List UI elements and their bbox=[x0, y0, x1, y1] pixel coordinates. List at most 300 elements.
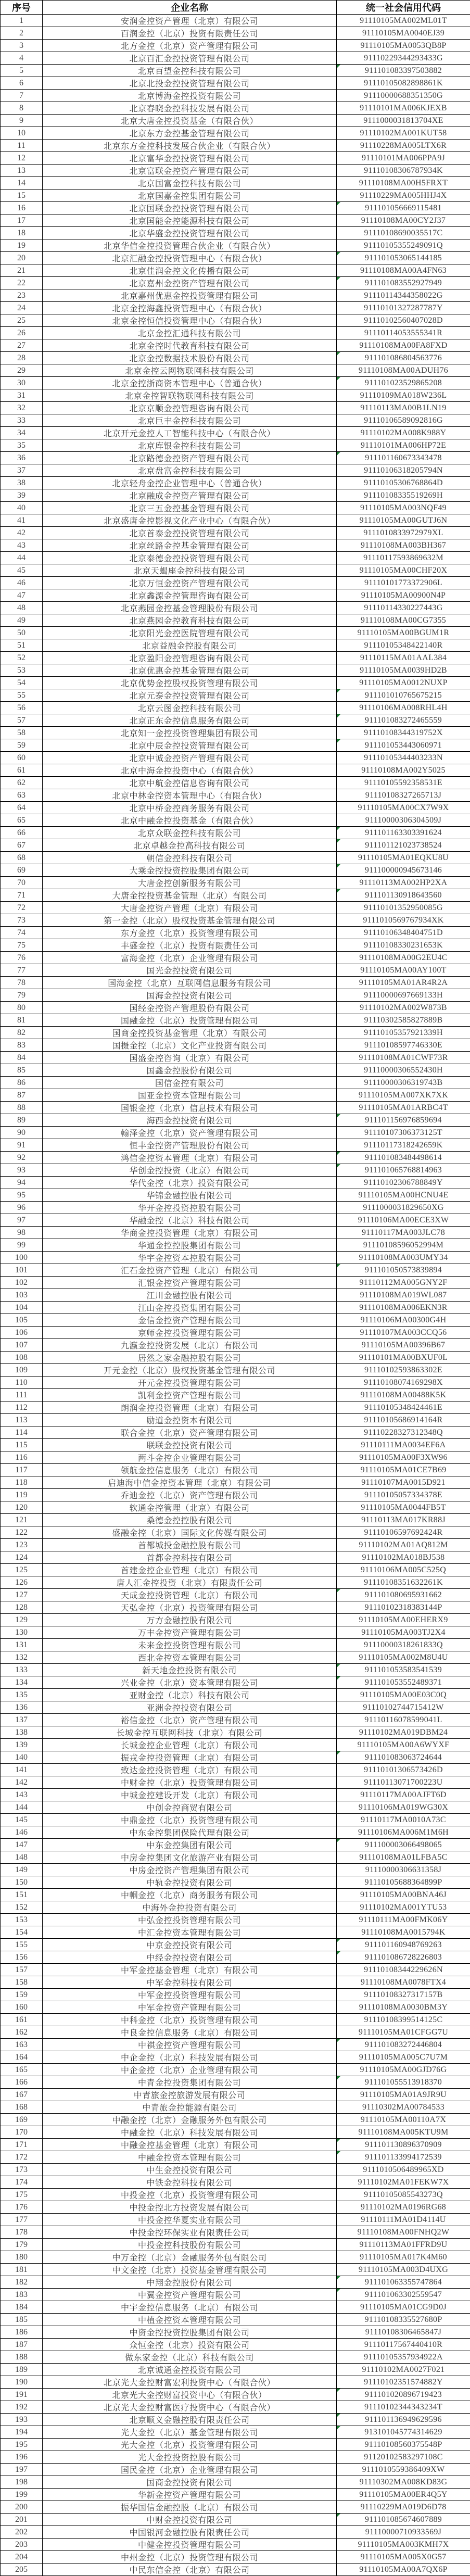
credit-code-cell[interactable]: 91110101352950085G bbox=[337, 902, 470, 914]
company-name-cell[interactable]: 中投金控环保实业有限责任公司 bbox=[43, 2226, 337, 2239]
serial-number-cell[interactable]: 201 bbox=[1, 2514, 43, 2526]
serial-number-cell[interactable]: 120 bbox=[1, 1501, 43, 1514]
serial-number-cell[interactable]: 95 bbox=[1, 1189, 43, 1202]
serial-number-cell[interactable]: 5 bbox=[1, 65, 43, 77]
credit-code-cell[interactable]: 91110108MA019WL087 bbox=[337, 1289, 470, 1302]
company-name-cell[interactable]: 北京中桥金控商务服务有限公司 bbox=[43, 802, 337, 814]
credit-code-cell[interactable]: 91110108MA0030BM3Y bbox=[337, 2001, 470, 2014]
credit-code-cell[interactable]: 91110105MA005X0G57 bbox=[337, 2551, 470, 2564]
company-name-cell[interactable]: 鸿信金控资本管理（北京）有限公司 bbox=[43, 1152, 337, 1164]
credit-code-cell[interactable]: 91110102MA01AQ812M bbox=[337, 1539, 470, 1551]
serial-number-cell[interactable]: 144 bbox=[1, 1801, 43, 1814]
credit-code-cell[interactable]: 911101160948769263 bbox=[337, 1939, 470, 1951]
company-name-cell[interactable]: 致达金控投资管理（北京）有限公司 bbox=[43, 1764, 337, 1776]
credit-code-cell[interactable]: 91110102MA002W873B bbox=[337, 1002, 470, 1014]
company-name-cell[interactable]: 中投金控科技股份有限公司 bbox=[43, 2239, 337, 2251]
company-name-cell[interactable]: 九瀛金控投资发展（北京）有限公司 bbox=[43, 1339, 337, 1352]
company-name-cell[interactable]: 中鼎金控（北京）投资管理有限公司 bbox=[43, 1814, 337, 1826]
serial-number-cell[interactable]: 178 bbox=[1, 2226, 43, 2239]
credit-code-cell[interactable]: 91110105085543273Q bbox=[337, 2189, 470, 2201]
company-name-cell[interactable]: 中铁金控科技有限公司 bbox=[43, 2176, 337, 2189]
credit-code-cell[interactable]: 91110108335519269H bbox=[337, 489, 470, 502]
serial-number-cell[interactable]: 12 bbox=[1, 152, 43, 165]
credit-code-cell[interactable]: 91110105MA01CFGG7U bbox=[337, 2026, 470, 2039]
company-name-cell[interactable]: 华锦金融控股有限公司 bbox=[43, 1189, 337, 1202]
company-name-cell[interactable]: 北京京顺金控管理咨询有限公司 bbox=[43, 402, 337, 414]
serial-number-cell[interactable]: 21 bbox=[1, 264, 43, 277]
serial-number-cell[interactable]: 36 bbox=[1, 452, 43, 464]
credit-code-cell[interactable]: 91110108MA002Y5025 bbox=[337, 764, 470, 777]
company-name-cell[interactable]: 北京诚通金控投资有限公司 bbox=[43, 2364, 337, 2376]
company-name-cell[interactable]: 中京金控投资有限公司 bbox=[43, 1939, 337, 1951]
serial-number-cell[interactable]: 179 bbox=[1, 2239, 43, 2251]
credit-code-cell[interactable]: 91110108351632261K bbox=[337, 1576, 470, 1589]
credit-code-cell[interactable]: 91110105MA00EHERX9 bbox=[337, 1614, 470, 1626]
serial-number-cell[interactable]: 164 bbox=[1, 2051, 43, 2064]
serial-number-cell[interactable]: 186 bbox=[1, 2326, 43, 2339]
credit-code-cell[interactable]: 91110108MA0015794K bbox=[337, 1926, 470, 1939]
serial-number-cell[interactable]: 35 bbox=[1, 439, 43, 452]
serial-number-cell[interactable]: 86 bbox=[1, 1077, 43, 1089]
serial-number-cell[interactable]: 166 bbox=[1, 2076, 43, 2089]
credit-code-cell[interactable]: 91110105MA0039HD2B bbox=[337, 664, 470, 677]
company-name-cell[interactable]: 国经金控资产管理股份有限公司 bbox=[43, 1002, 337, 1014]
company-name-cell[interactable]: 北京富华金控投资管理有限公司 bbox=[43, 152, 337, 165]
serial-number-cell[interactable]: 55 bbox=[1, 689, 43, 702]
company-name-cell[interactable]: 开元金控（北京）股权投资基金管理有限公司 bbox=[43, 1364, 337, 1377]
credit-code-cell[interactable]: 91110113MA01FFRD9U bbox=[337, 2239, 470, 2251]
company-name-cell[interactable]: 北京盛唐金控影视文化产业中心（有限合伙） bbox=[43, 514, 337, 527]
company-name-cell[interactable]: 国盛金控咨询（北京）有限公司 bbox=[43, 1052, 337, 1064]
credit-code-cell[interactable]: 911101130896370909 bbox=[337, 2139, 470, 2151]
serial-number-cell[interactable]: 45 bbox=[1, 564, 43, 577]
serial-number-cell[interactable]: 132 bbox=[1, 1651, 43, 1664]
serial-number-cell[interactable]: 204 bbox=[1, 2551, 43, 2564]
company-name-cell[interactable]: 华宇金控资本控股有限公司 bbox=[43, 1252, 337, 1264]
serial-number-cell[interactable]: 3 bbox=[1, 40, 43, 52]
serial-number-cell[interactable]: 104 bbox=[1, 1302, 43, 1314]
credit-code-cell[interactable]: 911101010765675215 bbox=[337, 689, 470, 702]
serial-number-cell[interactable]: 41 bbox=[1, 514, 43, 527]
serial-number-cell[interactable]: 160 bbox=[1, 2001, 43, 2014]
serial-number-cell[interactable]: 156 bbox=[1, 1951, 43, 1964]
serial-number-cell[interactable]: 163 bbox=[1, 2039, 43, 2051]
serial-number-cell[interactable]: 162 bbox=[1, 2026, 43, 2039]
credit-code-cell[interactable]: 91110102351574882Y bbox=[337, 2376, 470, 2389]
serial-number-cell[interactable]: 52 bbox=[1, 652, 43, 664]
serial-number-cell[interactable]: 170 bbox=[1, 2126, 43, 2139]
company-name-cell[interactable]: 中良金控信息服务（北京）有限公司 bbox=[43, 2026, 337, 2039]
company-name-cell[interactable]: 北京百望金控科技有限公司 bbox=[43, 65, 337, 77]
serial-number-cell[interactable]: 151 bbox=[1, 1889, 43, 1901]
company-name-cell[interactable]: 北京春晓金控科技发展有限公司 bbox=[43, 102, 337, 115]
credit-code-cell[interactable]: 91110113MA00B1LN19 bbox=[337, 402, 470, 414]
credit-code-cell[interactable]: 911101020896719423 bbox=[337, 2389, 470, 2401]
company-name-cell[interactable]: 首都城投金融控股有限公司 bbox=[43, 1539, 337, 1551]
serial-number-cell[interactable]: 113 bbox=[1, 1414, 43, 1426]
company-name-cell[interactable]: 中州金控（北京）投资管理有限公司 bbox=[43, 2551, 337, 2564]
serial-number-cell[interactable]: 175 bbox=[1, 2189, 43, 2201]
credit-code-cell[interactable]: 911101083397503882 bbox=[337, 65, 470, 77]
serial-number-cell[interactable]: 158 bbox=[1, 1976, 43, 1989]
credit-code-cell[interactable]: 91110105MA0044FB5T bbox=[337, 1501, 470, 1514]
credit-code-cell[interactable]: 91110108MA006EKN3R bbox=[337, 1302, 470, 1314]
company-name-cell[interactable]: 北京中航金控信息咨询有限公司 bbox=[43, 777, 337, 789]
company-name-cell[interactable]: 北京北投金控投资管理有限公司 bbox=[43, 77, 337, 90]
company-name-cell[interactable]: 大乘金控投资控股集团有限公司 bbox=[43, 864, 337, 877]
credit-code-cell[interactable]: 91110105MA0012NUXP bbox=[337, 677, 470, 689]
serial-number-cell[interactable]: 126 bbox=[1, 1576, 43, 1589]
credit-code-cell[interactable]: 91110111MA00FMK06Y bbox=[337, 1914, 470, 1926]
serial-number-cell[interactable]: 17 bbox=[1, 214, 43, 227]
serial-number-cell[interactable]: 200 bbox=[1, 2501, 43, 2514]
credit-code-cell[interactable]: 91110108306465847J bbox=[337, 2326, 470, 2339]
credit-code-cell[interactable]: 91110109MA018W236L bbox=[337, 389, 470, 402]
credit-code-cell[interactable]: 91110106318205794N bbox=[337, 464, 470, 477]
credit-code-cell[interactable]: 91110108335527680P bbox=[337, 2314, 470, 2326]
serial-number-cell[interactable]: 127 bbox=[1, 1589, 43, 1601]
credit-code-cell[interactable]: 91110105MA003TJ2X4 bbox=[337, 1626, 470, 1639]
credit-code-cell[interactable]: 911101080695931662 bbox=[337, 1589, 470, 1601]
credit-code-cell[interactable]: 91110105MA003D4UXG bbox=[337, 2264, 470, 2276]
serial-number-cell[interactable]: 119 bbox=[1, 1489, 43, 1501]
credit-code-cell[interactable]: 911101163303391624 bbox=[337, 827, 470, 839]
serial-number-cell[interactable]: 50 bbox=[1, 627, 43, 639]
company-name-cell[interactable]: 大唐金控创新服务有限公司 bbox=[43, 877, 337, 889]
credit-code-cell[interactable]: 91110108MA005KTU9M bbox=[337, 2126, 470, 2139]
credit-code-cell[interactable]: 91110117318242659K bbox=[337, 1139, 470, 1152]
company-name-cell[interactable]: 中青旅金控旅游发展有限公司 bbox=[43, 2089, 337, 2101]
serial-number-cell[interactable]: 62 bbox=[1, 777, 43, 789]
serial-number-cell[interactable]: 139 bbox=[1, 1739, 43, 1751]
company-name-cell[interactable]: 第一金控（北京）股权投资基金管理有限公司 bbox=[43, 914, 337, 927]
serial-number-cell[interactable]: 66 bbox=[1, 827, 43, 839]
credit-code-cell[interactable]: 91110101MA006PPA9J bbox=[337, 152, 470, 165]
company-name-cell[interactable]: 唐人汇金控投资（北京）有限责任公司 bbox=[43, 1576, 337, 1589]
company-name-cell[interactable]: 中民东信金控（北京）有限公司 bbox=[43, 2564, 337, 2576]
company-name-cell[interactable]: 北京轻舟金控企业管理中心（普通合伙） bbox=[43, 477, 337, 489]
company-name-cell[interactable]: 中东金控集团保险代理有限公司 bbox=[43, 1826, 337, 1839]
company-name-cell[interactable]: 江山金控投资集团有限公司 bbox=[43, 1302, 337, 1314]
company-name-cell[interactable]: 光大金控投资控股有限公司 bbox=[43, 2451, 337, 2464]
credit-code-cell[interactable]: 911101086804563776 bbox=[337, 352, 470, 364]
credit-code-cell[interactable]: 91110105MA01EQKU8U bbox=[337, 852, 470, 864]
serial-number-cell[interactable]: 27 bbox=[1, 339, 43, 352]
serial-number-cell[interactable]: 18 bbox=[1, 227, 43, 239]
credit-code-cell[interactable]: 91110102593863302E bbox=[337, 1364, 470, 1377]
credit-code-cell[interactable]: 9111000031829650XG bbox=[337, 1202, 470, 1214]
company-name-cell[interactable]: 汇银金控资产管理有限公司 bbox=[43, 1277, 337, 1289]
serial-number-cell[interactable]: 87 bbox=[1, 1089, 43, 1102]
credit-code-cell[interactable]: 91110106MA006M1M6H bbox=[337, 1826, 470, 1839]
credit-code-cell[interactable]: 91120102583297108C bbox=[337, 2451, 470, 2464]
serial-number-cell[interactable]: 28 bbox=[1, 352, 43, 364]
company-name-cell[interactable]: 北京国富金控科技有限公司 bbox=[43, 177, 337, 190]
company-name-cell[interactable]: 北京中诚金控资产管理有限公司 bbox=[43, 752, 337, 764]
company-name-cell[interactable]: 中弘金控投资管理有限公司 bbox=[43, 1914, 337, 1926]
company-name-cell[interactable]: 北京丝路金控基金管理有限公司 bbox=[43, 539, 337, 552]
company-name-cell[interactable]: 富海金控（北京）企业管理有限公司 bbox=[43, 952, 337, 964]
serial-number-cell[interactable]: 1 bbox=[1, 15, 43, 27]
credit-code-cell[interactable]: 91110111MA01D4114U bbox=[337, 2214, 470, 2226]
company-name-cell[interactable]: 北京正东金控信息服务有限公司 bbox=[43, 714, 337, 727]
serial-number-cell[interactable]: 153 bbox=[1, 1914, 43, 1926]
company-name-cell[interactable]: 未来金控投资管理有限公司 bbox=[43, 1639, 337, 1651]
credit-code-cell[interactable]: 91110108327317157B bbox=[337, 1989, 470, 2001]
company-name-cell[interactable]: 中翼金控资产管理有限公司 bbox=[43, 2289, 337, 2301]
company-name-cell[interactable]: 北京金控恒信投资管理中心（有限合伙） bbox=[43, 314, 337, 327]
credit-code-cell[interactable]: 91110106589092816G bbox=[337, 414, 470, 427]
credit-code-cell[interactable]: 91110108MA00H5FRXT bbox=[337, 177, 470, 190]
serial-number-cell[interactable]: 34 bbox=[1, 427, 43, 439]
credit-code-cell[interactable]: 91110302MA008KD83G bbox=[337, 2476, 470, 2489]
company-name-cell[interactable]: 中军金控基金管理（北京）有限公司 bbox=[43, 1964, 337, 1976]
serial-number-cell[interactable]: 54 bbox=[1, 677, 43, 689]
serial-number-cell[interactable]: 99 bbox=[1, 1239, 43, 1252]
company-name-cell[interactable]: 国鑫金控股份有限公司 bbox=[43, 1064, 337, 1077]
serial-number-cell[interactable]: 147 bbox=[1, 1839, 43, 1851]
serial-number-cell[interactable]: 157 bbox=[1, 1964, 43, 1976]
company-name-cell[interactable]: 光大金控（北京）投资管理有限公司 bbox=[43, 2439, 337, 2451]
company-name-cell[interactable]: 北京万恒金控资产管理有限公司 bbox=[43, 577, 337, 589]
company-name-cell[interactable]: 北京光大金控财富宏利投资中心（有限合伙） bbox=[43, 2376, 337, 2389]
serial-number-cell[interactable]: 4 bbox=[1, 52, 43, 65]
company-name-cell[interactable]: 中祺金控资产管理有限公司 bbox=[43, 2039, 337, 2051]
company-name-cell[interactable]: 北京中融金控投资基金（有限合伙） bbox=[43, 814, 337, 827]
credit-code-cell[interactable]: 91110105MA01AR4R2A bbox=[337, 977, 470, 989]
company-name-cell[interactable]: 国民金控（北京）企业管理有限公司 bbox=[43, 2464, 337, 2476]
serial-number-cell[interactable]: 165 bbox=[1, 2064, 43, 2076]
company-name-cell[interactable]: 北方金控（北京）资产管理有限公司 bbox=[43, 40, 337, 52]
serial-number-cell[interactable]: 123 bbox=[1, 1539, 43, 1551]
company-name-cell[interactable]: 北京路德金控资产管理有限公司 bbox=[43, 452, 337, 464]
credit-code-cell[interactable]: 911101160673343478 bbox=[337, 452, 470, 464]
company-name-cell[interactable]: 北京库银金控科技有限公司 bbox=[43, 439, 337, 452]
credit-code-cell[interactable]: 911101083272465559 bbox=[337, 714, 470, 727]
credit-code-cell[interactable]: 91110117593869632M bbox=[337, 552, 470, 564]
credit-code-cell[interactable]: 911101133994172539 bbox=[337, 2151, 470, 2164]
serial-number-cell[interactable]: 76 bbox=[1, 952, 43, 964]
company-name-cell[interactable]: 中国银河金融控股有限责任公司 bbox=[43, 2526, 337, 2539]
company-name-cell[interactable]: 北京东方金控科技发展合伙企业（有限合伙） bbox=[43, 140, 337, 152]
company-name-cell[interactable]: 北京金控海鑫投资管理中心（有限合伙） bbox=[43, 302, 337, 314]
serial-number-cell[interactable]: 111 bbox=[1, 1389, 43, 1401]
company-name-cell[interactable]: 做东家金控（北京）科技有限公司 bbox=[43, 2351, 337, 2364]
company-name-cell[interactable]: 中企金控（北京）企业管理有限公司 bbox=[43, 2064, 337, 2076]
serial-number-cell[interactable]: 117 bbox=[1, 1464, 43, 1476]
company-name-cell[interactable]: 北京卓越金控高科技有限公司 bbox=[43, 839, 337, 852]
credit-code-cell[interactable]: 91110102MA008K988Y bbox=[337, 427, 470, 439]
serial-number-cell[interactable]: 89 bbox=[1, 1114, 43, 1127]
serial-number-cell[interactable]: 83 bbox=[1, 1039, 43, 1052]
serial-number-cell[interactable]: 22 bbox=[1, 277, 43, 289]
company-name-cell[interactable]: 北京佳润金控文化传播有限公司 bbox=[43, 264, 337, 277]
company-name-cell[interactable]: 长城金控互联网科技（北京）有限公司 bbox=[43, 1726, 337, 1739]
credit-code-cell[interactable]: 91110102344343234T bbox=[337, 2401, 470, 2414]
serial-number-cell[interactable]: 68 bbox=[1, 852, 43, 864]
serial-number-cell[interactable]: 75 bbox=[1, 939, 43, 952]
company-name-cell[interactable]: 北京百汇金控投资管理有限公司 bbox=[43, 52, 337, 65]
company-name-cell[interactable]: 北京金控数据技术股份有限公司 bbox=[43, 352, 337, 364]
company-name-cell[interactable]: 中融金控资本管理有限公司 bbox=[43, 2151, 337, 2164]
serial-number-cell[interactable]: 79 bbox=[1, 989, 43, 1002]
company-name-cell[interactable]: 领航金控信息服务（北京）有限公司 bbox=[43, 1464, 337, 1476]
company-name-cell[interactable]: 长城金控企业管理（北京）有限公司 bbox=[43, 1739, 337, 1751]
company-name-cell[interactable]: 中融金控基金管理（北京）有限公司 bbox=[43, 2139, 337, 2151]
credit-code-cell[interactable]: 911101053552489371 bbox=[337, 1676, 470, 1689]
credit-code-cell[interactable]: 911101083484498614 bbox=[337, 1152, 470, 1164]
serial-number-cell[interactable]: 38 bbox=[1, 477, 43, 489]
company-name-cell[interactable]: 华通金控控股集团有限公司 bbox=[43, 1239, 337, 1252]
credit-code-cell[interactable]: 91110102MA001YTU53 bbox=[337, 1901, 470, 1914]
company-name-cell[interactable]: 北京首泰金控投资管理有限公司 bbox=[43, 527, 337, 539]
credit-code-cell[interactable]: 911101086728226803 bbox=[337, 1951, 470, 1964]
company-name-cell[interactable]: 北京华盛金控投资管理有限公司 bbox=[43, 227, 337, 239]
company-name-cell[interactable]: 北京巨丰金控科技有限公司 bbox=[43, 414, 337, 427]
serial-number-cell[interactable]: 199 bbox=[1, 2489, 43, 2501]
serial-number-cell[interactable]: 20 bbox=[1, 252, 43, 264]
company-name-cell[interactable]: 华融金控（北京）科技有限公司 bbox=[43, 1214, 337, 1227]
credit-code-cell[interactable]: 911101121023738524 bbox=[337, 839, 470, 852]
company-name-cell[interactable]: 北京顺义金融控股有限责任公司 bbox=[43, 2414, 337, 2426]
serial-number-cell[interactable]: 138 bbox=[1, 1726, 43, 1739]
serial-number-cell[interactable]: 103 bbox=[1, 1289, 43, 1302]
company-name-cell[interactable]: 百润金控（北京）投资有限责任公司 bbox=[43, 27, 337, 40]
company-name-cell[interactable]: 中房金控资产管理集团有限公司 bbox=[43, 1864, 337, 1876]
credit-code-cell[interactable]: 91110105357921339H bbox=[337, 1027, 470, 1039]
company-name-cell[interactable]: 西北金控资本管理有限公司 bbox=[43, 1651, 337, 1664]
company-name-cell[interactable]: 恒丰金控资产管理股份有限公司 bbox=[43, 1139, 337, 1152]
company-name-cell[interactable]: 北京嘉州优惠金控投资管理有限公司 bbox=[43, 289, 337, 302]
company-name-cell[interactable]: 亚洲金控投资有限公司 bbox=[43, 1701, 337, 1714]
credit-code-cell[interactable]: 91110116078599041L bbox=[337, 1714, 470, 1726]
credit-code-cell[interactable]: 91110105688364899P bbox=[337, 1876, 470, 1889]
serial-number-cell[interactable]: 174 bbox=[1, 2176, 43, 2189]
company-name-cell[interactable]: 中经金控投资有限公司 bbox=[43, 1951, 337, 1964]
company-name-cell[interactable]: 金信金控资产管理有限公司 bbox=[43, 1314, 337, 1327]
company-name-cell[interactable]: 中健金控投资管理有限公司 bbox=[43, 2539, 337, 2551]
credit-code-cell[interactable]: 91110105MA00396B67 bbox=[337, 1339, 470, 1352]
credit-code-cell[interactable]: 91110106348404751D bbox=[337, 927, 470, 939]
credit-code-cell[interactable]: 91110107MA003CCQ56 bbox=[337, 1327, 470, 1339]
company-name-cell[interactable]: 华新金控资产管理有限公司 bbox=[43, 2489, 337, 2501]
credit-code-cell[interactable]: 91110108344319752X bbox=[337, 727, 470, 739]
credit-code-cell[interactable]: 91110105MA01A9JR9U bbox=[337, 2089, 470, 2101]
credit-code-cell[interactable]: 9111010559386409XW bbox=[337, 2464, 470, 2476]
credit-code-cell[interactable]: 91110229344293433G bbox=[337, 52, 470, 65]
credit-code-cell[interactable]: 91110108MA00CG7355 bbox=[337, 614, 470, 627]
credit-code-cell[interactable]: 911101053065144185 bbox=[337, 252, 470, 264]
credit-code-cell[interactable]: 9111010569767934XK bbox=[337, 914, 470, 927]
serial-number-cell[interactable]: 57 bbox=[1, 714, 43, 727]
serial-number-cell[interactable]: 135 bbox=[1, 1689, 43, 1701]
serial-number-cell[interactable]: 198 bbox=[1, 2476, 43, 2489]
credit-code-cell[interactable]: 91110112MA005GNY2F bbox=[337, 1277, 470, 1289]
serial-number-cell[interactable]: 159 bbox=[1, 1989, 43, 2001]
credit-code-cell[interactable]: 91110102MA01FEKW7X bbox=[337, 2176, 470, 2189]
company-name-cell[interactable]: 华商金控投资管理（北京）有限公司 bbox=[43, 1227, 337, 1239]
credit-code-cell[interactable]: 91110107MA0015D921 bbox=[337, 1476, 470, 1489]
credit-code-cell[interactable]: 91110228327312348Q bbox=[337, 1426, 470, 1439]
company-name-cell[interactable]: 桑德金控控股有限公司 bbox=[43, 1514, 337, 1526]
company-name-cell[interactable]: 京师金控投资管理有限公司 bbox=[43, 1327, 337, 1339]
serial-number-cell[interactable]: 141 bbox=[1, 1764, 43, 1776]
serial-number-cell[interactable]: 189 bbox=[1, 2364, 43, 2376]
credit-code-cell[interactable]: 91110229MA019D6D78 bbox=[337, 2501, 470, 2514]
serial-number-cell[interactable]: 196 bbox=[1, 2451, 43, 2464]
company-name-cell[interactable]: 众恒金控（北京）投资有限公司 bbox=[43, 2339, 337, 2351]
serial-number-cell[interactable]: 37 bbox=[1, 464, 43, 477]
serial-number-cell[interactable]: 64 bbox=[1, 802, 43, 814]
serial-number-cell[interactable]: 58 bbox=[1, 727, 43, 739]
serial-number-cell[interactable]: 16 bbox=[1, 202, 43, 214]
credit-code-cell[interactable]: 91110108MA01CWF73R bbox=[337, 1052, 470, 1064]
company-name-cell[interactable]: 光大金控（北京）基金管理有限公司 bbox=[43, 2426, 337, 2439]
serial-number-cell[interactable]: 77 bbox=[1, 964, 43, 977]
company-name-cell[interactable]: 北京燕园金控教育科技有限公司 bbox=[43, 614, 337, 627]
credit-code-cell[interactable]: 9111000031813704XE bbox=[337, 115, 470, 127]
serial-number-cell[interactable]: 122 bbox=[1, 1526, 43, 1539]
serial-number-cell[interactable]: 142 bbox=[1, 1776, 43, 1789]
serial-number-cell[interactable]: 72 bbox=[1, 902, 43, 914]
company-name-cell[interactable]: 中融金控（北京）金融服务外包有限公司 bbox=[43, 2114, 337, 2126]
credit-code-cell[interactable]: 91110102MA019DBM24 bbox=[337, 1726, 470, 1739]
credit-code-cell[interactable]: 91110108MA00488K5K bbox=[337, 1389, 470, 1401]
serial-number-cell[interactable]: 171 bbox=[1, 2139, 43, 2151]
credit-code-cell[interactable]: 911101055513918370 bbox=[337, 2076, 470, 2089]
serial-number-cell[interactable]: 30 bbox=[1, 377, 43, 389]
company-name-cell[interactable]: 中汇金控资本管理有限公司 bbox=[43, 1926, 337, 1939]
company-name-cell[interactable]: 中融金控（北京）科技发展有限公司 bbox=[43, 2126, 337, 2139]
credit-code-cell[interactable]: 91110107306373125T bbox=[337, 1127, 470, 1139]
credit-code-cell[interactable]: 91110101MA006KJEXB bbox=[337, 102, 470, 115]
serial-number-cell[interactable]: 92 bbox=[1, 1152, 43, 1164]
credit-code-cell[interactable]: 91110108306787934K bbox=[337, 165, 470, 177]
company-name-cell[interactable]: 北京云图金控科技有限公司 bbox=[43, 702, 337, 714]
company-name-cell[interactable]: 北京阳光金控医院管理有限公司 bbox=[43, 627, 337, 639]
serial-number-cell[interactable]: 56 bbox=[1, 702, 43, 714]
credit-code-cell[interactable]: 91110105MA00BGUM1R bbox=[337, 627, 470, 639]
company-name-cell[interactable]: 国光金控投资有限公司 bbox=[43, 964, 337, 977]
company-name-cell[interactable]: 振戎金控投资管理（北京）有限公司 bbox=[43, 1751, 337, 1764]
company-name-cell[interactable]: 振华国信金融控股（北京）有限公司 bbox=[43, 2501, 337, 2514]
serial-number-cell[interactable]: 61 bbox=[1, 764, 43, 777]
credit-code-cell[interactable]: 91110105MA00AY100T bbox=[337, 964, 470, 977]
company-name-cell[interactable]: 北京金控浙商资本管理中心（普通合伙） bbox=[43, 377, 337, 389]
company-name-cell[interactable]: 北京金控云网物联网科技有限公司 bbox=[43, 364, 337, 377]
credit-code-cell[interactable]: 91110108690035517C bbox=[337, 227, 470, 239]
serial-number-cell[interactable]: 116 bbox=[1, 1451, 43, 1464]
serial-number-cell[interactable]: 85 bbox=[1, 1064, 43, 1077]
company-name-cell[interactable]: 安润金控资产管理（北京）有限公司 bbox=[43, 15, 337, 27]
credit-code-cell[interactable]: 91110111MA0034EF6A bbox=[337, 1439, 470, 1451]
serial-number-cell[interactable]: 106 bbox=[1, 1327, 43, 1339]
company-name-cell[interactable]: 北京中林金控资本管理中心（有限合伙） bbox=[43, 789, 337, 802]
serial-number-cell[interactable]: 40 bbox=[1, 502, 43, 514]
company-name-cell[interactable]: 华开金控投资控股有限公司 bbox=[43, 1202, 337, 1214]
company-name-cell[interactable]: 国海金控投资有限公司 bbox=[43, 989, 337, 1002]
credit-code-cell[interactable]: 91110105MA002M8U4U bbox=[337, 1651, 470, 1664]
serial-number-cell[interactable]: 26 bbox=[1, 327, 43, 339]
credit-code-cell[interactable]: 91110101MA006HP72E bbox=[337, 439, 470, 452]
company-name-cell[interactable]: 丰盛金控（北京）投资有限责任公司 bbox=[43, 939, 337, 952]
company-name-cell[interactable]: 两斗金控企业管理有限公司 bbox=[43, 1451, 337, 1464]
serial-number-cell[interactable]: 155 bbox=[1, 1939, 43, 1951]
serial-number-cell[interactable]: 43 bbox=[1, 539, 43, 552]
serial-number-cell[interactable]: 195 bbox=[1, 2439, 43, 2451]
company-name-cell[interactable]: 中帼金控（北京）商务服务有限公司 bbox=[43, 1889, 337, 1901]
company-name-cell[interactable]: 乔迪金控（北京）资产管理有限公司 bbox=[43, 1489, 337, 1501]
